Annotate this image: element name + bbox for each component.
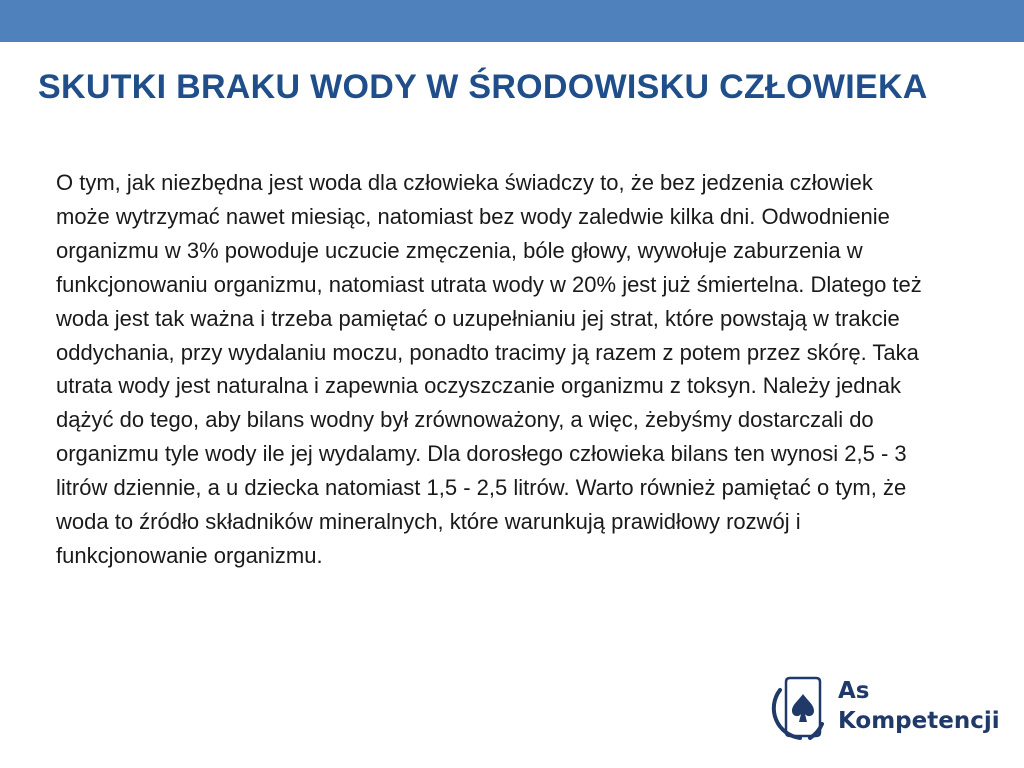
logo-text-line1: As: [838, 678, 870, 704]
as-kompetencji-logo: [770, 672, 1000, 748]
spade-card-icon: [770, 672, 832, 742]
logo-text-line2: Kompetencji: [838, 708, 1000, 734]
slide-body-text: O tym, jak niezbędna jest woda dla człowieka świadczy to, że bez jedzenia człowiek może wytrzymać nawet miesiąc, natomiast bez wody zaledwie kilka dni. Odwodnienie organizmu w 3% powoduje uczucie zmęczenia, bóle głowy, wywołuje zaburzenia w funkcjonowaniu organizmu, natomiast utrata wody w 20% jest już śmiertelna. Dlatego też woda jest tak ważna i trzeba pamiętać o uzupełnianiu jej strat, które powstają w trakcie oddychania, przy wydalaniu moczu, ponadto tracimy ją razem z potem przez skórę. Taka utrata wody jest naturalna i zapewnia oczyszczanie organizmu z toksyn. Należy jednak dążyć do tego, aby bilans wodny był zrównoważony, a więc, żebyśmy dostarczali do organizmu tyle wody ile jej wydalamy. Dla dorosłego człowieka bilans ten wynosi 2,5 - 3 litrów dziennie, a u dziecka natomiast 1,5 - 2,5 litrów. Warto również pamiętać o tym, że woda to źródło składników mineralnych, które warunkują prawidłowy rozwój i funkcjonowanie organizmu.: [56, 170, 922, 568]
top-accent-bar: [0, 0, 1024, 42]
slide-title: SKUTKI BRAKU WODY W ŚRODOWISKU CZŁOWIEKA: [38, 68, 928, 106]
logo-text: [838, 676, 1000, 736]
